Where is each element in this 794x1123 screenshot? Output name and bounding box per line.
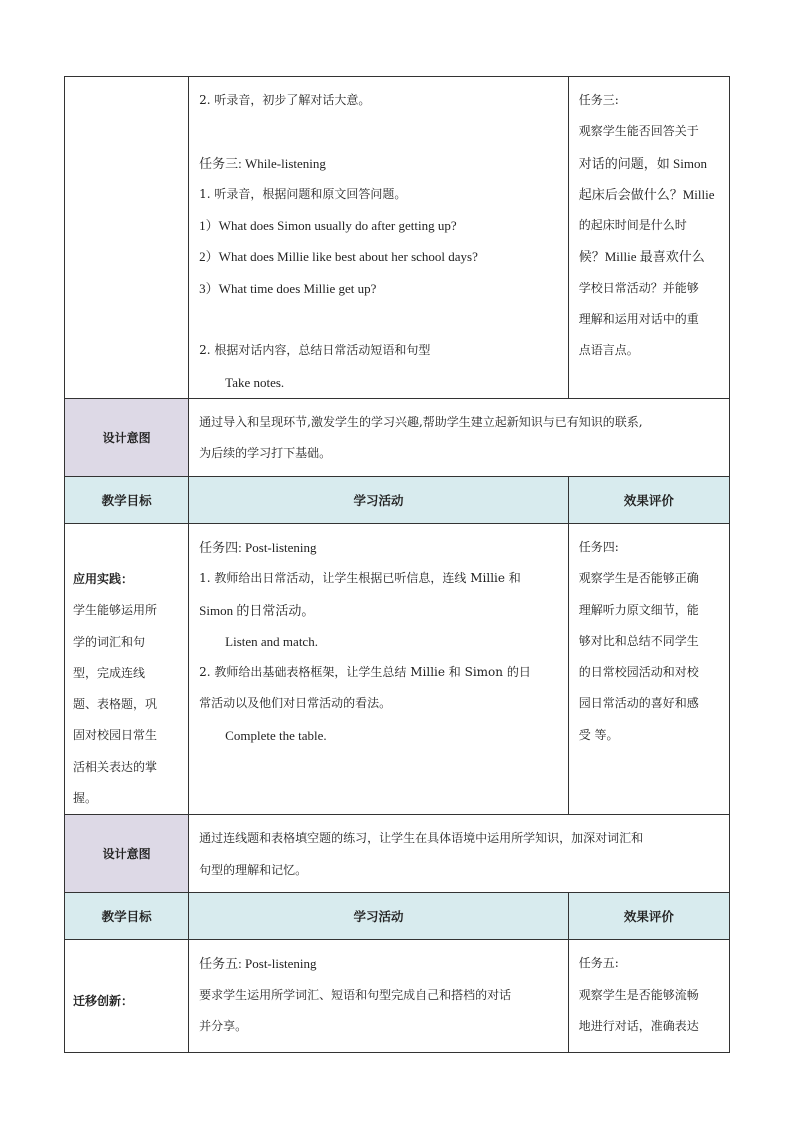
lesson-plan-page bbox=[64, 76, 730, 1053]
table-row bbox=[65, 523, 730, 814]
evaluation-cell bbox=[568, 940, 729, 1053]
evaluation-line: 的日常校园活动和对校 bbox=[578, 665, 699, 680]
activity-line: Complete the table. bbox=[225, 727, 327, 743]
activity-cell bbox=[189, 523, 569, 814]
design-intent-line: 通过导入和呈现环节,激发学生的学习兴趣,帮助学生建立起新知识与已有知识的联系, bbox=[199, 414, 643, 429]
design-intent-line: 为后续的学习打下基础。 bbox=[199, 446, 332, 461]
design-intent-text bbox=[189, 815, 730, 893]
question-item: 3）What time does Millie get up? bbox=[199, 280, 377, 296]
activity-line: 2. 教师给出基础表格框架，让学生总结 Millie 和 Simon 的日 bbox=[199, 665, 531, 680]
objective-line: 学生能够运用所 bbox=[73, 603, 158, 618]
evaluation-line: 受 等。 bbox=[578, 727, 619, 742]
objective-line: 学的词汇和句 bbox=[73, 634, 146, 649]
activity-line: 2. 听录音，初步了解对话大意。 bbox=[199, 93, 371, 107]
question-item: 2）What does Millie like best about her school days? bbox=[199, 249, 478, 265]
table-header-row bbox=[65, 476, 730, 523]
evaluation-line: 理解和运用对话中的重 bbox=[578, 312, 699, 327]
evaluation-line: 观察学生是否能够正确 bbox=[578, 571, 699, 586]
evaluation-line: 学校日常活动？并能够 bbox=[578, 280, 699, 295]
table-row bbox=[65, 398, 730, 476]
activity-line: 1. 听录音，根据问题和原文回答问题。 bbox=[199, 186, 407, 201]
evaluation-line: 观察学生能否回答关于 bbox=[578, 124, 699, 139]
activity-line: Listen and match. bbox=[225, 633, 318, 649]
header-evaluation: 效果评价 bbox=[568, 476, 729, 523]
objective-title: 迁移创新： bbox=[73, 993, 134, 1008]
activity-line: 并分享。 bbox=[199, 1018, 248, 1033]
evaluation-line: 的起床时间是什么时 bbox=[578, 218, 687, 233]
evaluation-cell bbox=[568, 523, 729, 814]
design-intent-line: 通过连线题和表格填空题的练习，让学生在具体语境中运用所学知识，加深对词汇和 bbox=[199, 831, 644, 846]
objective-cell-empty bbox=[65, 77, 189, 399]
evaluation-line: 理解听力原文细节，能 bbox=[578, 602, 699, 617]
objective-title: 应用实践： bbox=[73, 571, 134, 586]
design-intent-label: 设计意图 bbox=[65, 815, 189, 893]
question-item: 1）What does Simon usually do after getting up? bbox=[199, 218, 457, 234]
evaluation-line: 起床后会做什么？Millie bbox=[578, 186, 715, 202]
objective-line: 题、表格题，巩 bbox=[73, 697, 158, 712]
table-header-row bbox=[65, 893, 730, 940]
header-objective: 教学目标 bbox=[65, 476, 189, 523]
activity-line: 1. 教师给出日常活动，让学生根据已听信息，连线 Millie 和 bbox=[199, 571, 521, 586]
activity-line: 2. 根据对话内容，总结日常活动短语和句型 bbox=[199, 343, 431, 358]
evaluation-line: 观察学生是否能够流畅 bbox=[578, 987, 699, 1002]
design-intent-label: 设计意图 bbox=[65, 398, 189, 476]
evaluation-cell bbox=[568, 77, 729, 399]
header-activity: 学习活动 bbox=[189, 893, 569, 940]
evaluation-title: 任务三: bbox=[578, 93, 619, 107]
header-evaluation: 效果评价 bbox=[568, 893, 729, 940]
evaluation-line: 点语言点。 bbox=[578, 343, 639, 358]
objective-line: 握。 bbox=[73, 791, 98, 806]
objective-cell bbox=[65, 940, 189, 1053]
activity-cell bbox=[189, 77, 569, 399]
activity-line: Simon 的日常活动。 bbox=[199, 602, 315, 618]
objective-cell bbox=[65, 523, 189, 814]
design-intent-line: 句型的理解和记忆。 bbox=[199, 862, 308, 877]
evaluation-line: 够对比和总结不同学生 bbox=[578, 633, 699, 648]
task-title: 任务五: Post-listening bbox=[199, 956, 317, 972]
task-title: 任务四: Post-listening bbox=[199, 539, 317, 555]
objective-line: 型，完成连线 bbox=[73, 665, 146, 680]
objective-line: 固对校园日常生 bbox=[73, 728, 158, 743]
activity-line: Take notes. bbox=[225, 374, 285, 390]
header-objective: 教学目标 bbox=[65, 893, 189, 940]
lesson-plan-table bbox=[64, 76, 730, 1053]
table-row bbox=[65, 815, 730, 893]
evaluation-line: 候？Millie 最喜欢什么 bbox=[578, 249, 705, 265]
design-intent-text bbox=[189, 398, 730, 476]
table-row bbox=[65, 940, 730, 1053]
activity-line: 要求学生运用所学词汇、短语和句型完成自己和搭档的对话 bbox=[199, 987, 512, 1002]
evaluation-line: 对话的问题，如 Simon bbox=[578, 155, 707, 171]
evaluation-line: 地进行对话，准确表达 bbox=[578, 1018, 699, 1033]
evaluation-line: 园日常活动的喜好和感 bbox=[578, 696, 699, 711]
evaluation-title: 任务五: bbox=[578, 956, 619, 971]
activity-line: 常活动以及他们对日常活动的看法。 bbox=[199, 696, 392, 711]
header-activity: 学习活动 bbox=[189, 476, 569, 523]
evaluation-title: 任务四: bbox=[578, 539, 619, 554]
activity-cell bbox=[189, 940, 569, 1053]
task-title: 任务三: While-listening bbox=[199, 155, 326, 171]
objective-line: 活相关表达的掌 bbox=[73, 759, 158, 774]
table-row bbox=[65, 77, 730, 399]
